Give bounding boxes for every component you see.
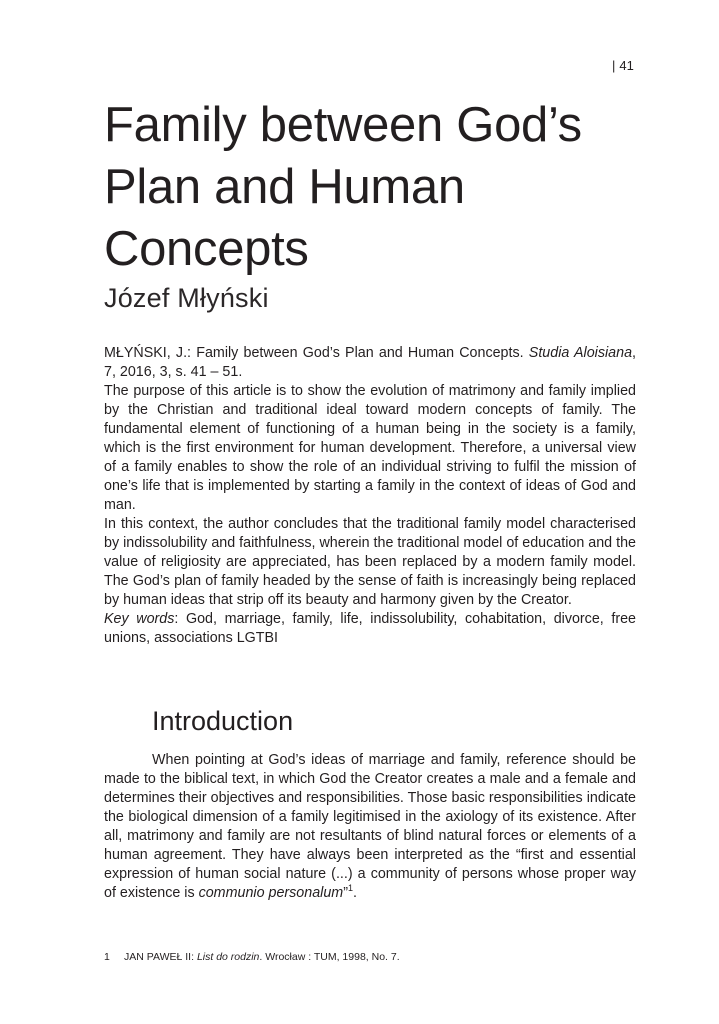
footnote-suffix: . Wrocław : TUM, 1998, No. 7. [259,951,400,963]
author-name: Józef Młyński [104,283,269,313]
title-line-2: Plan and Human [104,160,465,214]
introduction-italic-term: communio personalum [198,885,344,901]
footnote-reference[interactable]: 1 [347,883,353,894]
page-number-separator: | [612,58,616,73]
keywords-label: Key words [104,611,175,627]
keywords-text: : God, marriage, family, life, indissolubility, cohabitation, divorce, free unions, associations LGTBI [104,611,636,646]
title-line-1: Family between God’s [104,98,582,152]
abstract [104,344,636,648]
footnote-number: 1 [104,951,110,963]
introduction-body [104,751,636,903]
page-number-value: 41 [619,58,634,73]
introduction-paragraph [104,751,636,903]
citation-journal: Studia Aloisiana [528,345,633,361]
page-number [612,58,634,73]
title-line-3: Concepts [104,222,309,276]
abstract-paragraph-1: The purpose of this article is to show the evolution of matrimony and family implied by the Christian and traditional ideal toward modern concepts of family. The fundamental element of functioning of a human being in the society is a family, which is the first environment for human development. Therefore, a universal view of a family enables to show the role of an individual striving to fulfil the mission of one’s life that is implemented by starting a family in the context of ideas of God and man. [104,383,636,513]
citation [104,344,636,382]
citation-prefix: MŁYŃSKI, J.: Family between God’s Plan and Human Concepts. [104,345,529,361]
citation-suffix: , 7, 2016, 3, s. 41 – 51. [104,345,637,380]
footnote-prefix: JAN PAWEŁ II: [124,951,197,963]
article-title [104,94,644,280]
footnote-title: List do rodzin [196,951,260,963]
abstract-paragraph-2: In this context, the author concludes that the traditional family model characterised by indissolubility and faithfulness, wherein the traditional model of education and the value of religiosity are appreciated, has been replaced by a modern family model. The God’s plan of family headed by the sense of faith is increasingly being replaced by human ideas that strip off its beauty and harmony given by the Creator. [104,516,636,608]
footnote [104,950,636,964]
keywords [104,610,636,648]
introduction-period: . [352,885,357,901]
introduction-text: When pointing at God’s ideas of marriage and family, reference should be made to the biblical text, in which God the Creator creates a male and a female and determines their objectives and responsibilities. Those basic responsibilities indicate the biological dimension of a family legitimised in the axiology of its existence. After all, matrimony and family are not resultants of blind natural forces or elements of a human agreement. They have always been interpreted as the “first and essential expression of human social nature (...) a community of persons whose proper way of existence is [104,752,636,901]
introduction-closing-quote: ” [343,885,348,901]
section-heading-introduction: Introduction [152,706,294,736]
